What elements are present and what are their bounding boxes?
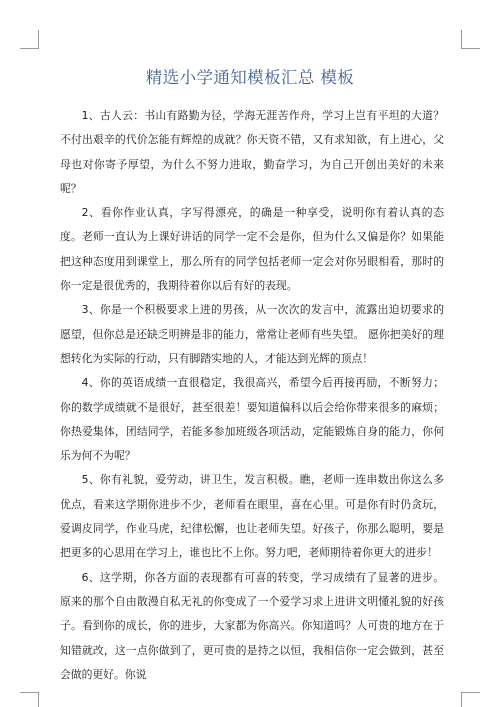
crop-mark-bottom-left (20, 692, 39, 707)
paragraph-5: 5、你有礼貌，爱劳动，讲卫生，发言积极。瞧，老师一连串数出你这么多优点，看来这学期你进步不少，老师看在眼里，喜在心里。可是你有时仍贪玩，爱调皮同学，作业马虎，纪律松懈，也让老师失望。好孩子，你那么聪明，要是把更多的心思用在学习上，谁也比不上你。努力吧，老师期待着你更大的进步！ (60, 473, 444, 560)
document-body (60, 104, 444, 687)
crop-mark-bottom-right (461, 692, 480, 707)
paragraph-2: 2、看你作业认真，字写得漂亮，的确是一种享受，说明你有着认真的态度。老师一直认为上课好讲话的同学一定不会是你，但为什么又偏是你？如果能把这种态度用到课堂上，那么所有的同学包括老师一定会对你另眼相看，那时的你一定是很优秀的，我期待着你以后有好的表现。 (60, 206, 444, 293)
paragraph-6: 6、这学期，你各方面的表现都有可喜的转变，学习成绩有了显著的进步。原来的那个自由散漫自私无礼的你变成了一个爱学习求上进讲文明懂礼貌的好孩子。看到你的成长，你的进步，大家都为你高兴。你知道吗？人可贵的地方在于知错就改，这一点你做到了，更可贵的是持之以恒，我相信你一定会做到，甚至会做的更好。你说 (60, 570, 444, 681)
paragraph-1: 1、古人云：书山有路勤为径，学海无涯苦作舟，学习上岂有平坦的大道？不付出艰辛的代价怎能有辉煌的成就？你天资不错，又有求知欲，有上进心，父母也对你寄予厚望，为什么不努力进取，勤奋学习，为自己开创出美好的未来呢？ (60, 109, 444, 195)
page-title: 精选小学通知模板汇总 模板 (145, 68, 355, 87)
paragraph-3: 3、你是一个积极要求上进的男孩，从一次次的发言中，流露出迫切要求的愿望，但你总是还缺乏明辨是非的能力，常常让老师有些失望。 愿你把美好的理想转化为实际的行动，只有脚踏实地的人，才能达到光辉的顶点！ (60, 303, 444, 365)
crop-mark-top-right (461, 30, 480, 49)
paragraph-4: 4、你的英语成绩一直很稳定，我很高兴，希望今后再接再励，不断努力；你的数学成绩就不是很好，甚至很差！要知道偏科以后会给你带来很多的麻烦；你热爱集体，团结同学，若能多参加班级各项活动，定能锻炼自身的能力，你何乐为何不为呢？ (60, 376, 444, 463)
crop-mark-top-left (20, 30, 39, 49)
